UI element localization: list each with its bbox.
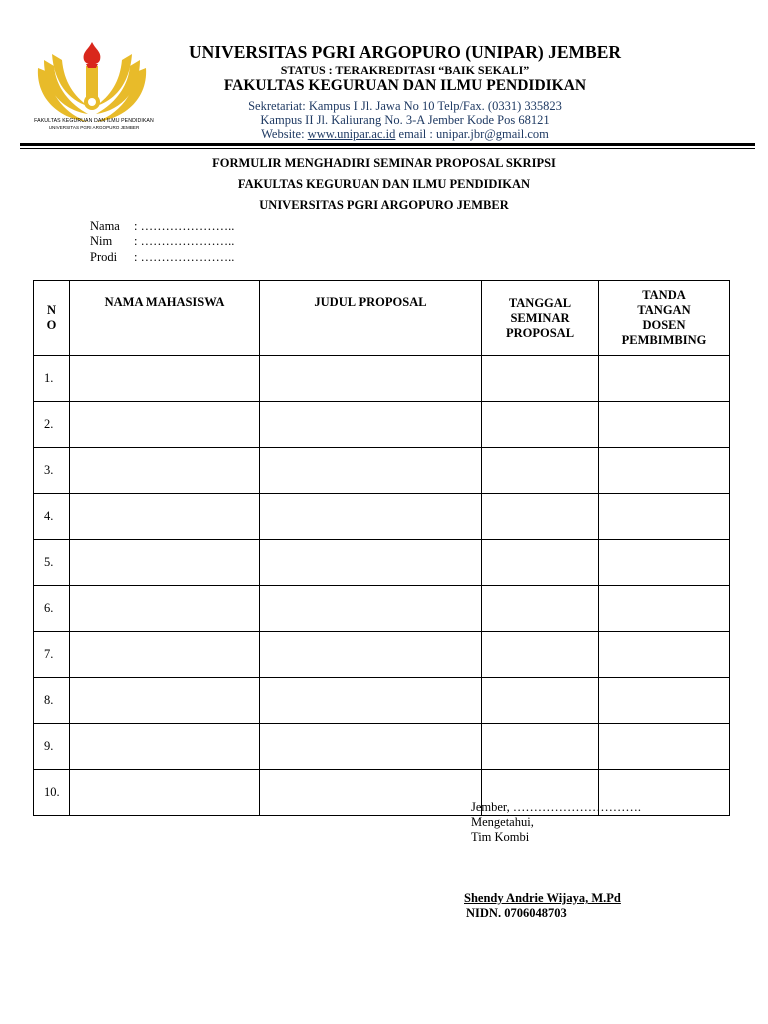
cell-judul[interactable] (260, 448, 482, 494)
header-tanggal (482, 281, 599, 356)
cell-tanggal[interactable] (482, 678, 599, 724)
website-label: Website: (261, 127, 308, 141)
form-title: FORMULIR MENGHADIRI SEMINAR PROPOSAL SKRIPSI (212, 156, 556, 170)
email-text: email : unipar.jbr@gmail.com (395, 127, 549, 141)
row-number: 9. (34, 724, 70, 770)
header-tanggal-line2: SEMINAR (510, 310, 570, 325)
row-number: 4. (34, 494, 70, 540)
field-nim-label: Nim (90, 234, 113, 248)
website-link[interactable]: www.unipar.ac.id (307, 127, 396, 141)
cell-tanggal[interactable] (482, 402, 599, 448)
cell-tanggal[interactable] (482, 632, 599, 678)
signatory-nidn: NIDN. 0706048703 (466, 906, 567, 920)
header-tanggal-line3: PROPOSAL (505, 325, 575, 340)
header-no (34, 281, 70, 356)
row-number: 2. (34, 402, 70, 448)
signatory-name: Shendy Andrie Wijaya, M.Pd (464, 891, 621, 905)
form-subtitle-university: UNIVERSITAS PGRI ARGOPURO JEMBER (259, 198, 509, 212)
cell-ttd[interactable] (599, 632, 730, 678)
cell-judul[interactable] (260, 678, 482, 724)
table-row (34, 678, 730, 724)
cell-nama[interactable] (70, 770, 260, 816)
signature-place-date[interactable]: Jember, …………………………. (471, 800, 641, 814)
cell-ttd[interactable] (599, 448, 730, 494)
row-number: 3. (34, 448, 70, 494)
table-row (34, 632, 730, 678)
field-prodi-label: Prodi (90, 250, 118, 264)
header-judul: JUDUL PROPOSAL (260, 281, 482, 356)
row-number: 5. (34, 540, 70, 586)
attendance-table (33, 280, 730, 816)
field-nama[interactable] (90, 219, 234, 234)
header-ttd-line2: TANGAN (637, 303, 691, 317)
cell-nama[interactable] (70, 724, 260, 770)
table-header-row (34, 281, 730, 356)
table-row (34, 586, 730, 632)
cell-ttd[interactable] (599, 678, 730, 724)
address-line-2: Kampus II Jl. Kaliurang No. 3-A Jember Kode Pos 68121 (260, 113, 550, 127)
table-row (34, 724, 730, 770)
university-name: UNIVERSITAS PGRI ARGOPURO (UNIPAR) JEMBER (188, 42, 621, 62)
row-number: 7. (34, 632, 70, 678)
cell-judul[interactable] (260, 770, 482, 816)
field-nim-value[interactable]: : ………………….. (134, 234, 235, 248)
cell-tanggal[interactable] (482, 448, 599, 494)
logo-caption: FAKULTAS KEGURUAN DAN ILMU PENDIDIKAN (34, 118, 154, 124)
faculty-name: FAKULTAS KEGURUAN DAN ILMU PENDIDIKAN (223, 77, 587, 94)
contact-line (150, 127, 660, 142)
row-number: 8. (34, 678, 70, 724)
signature-known: Mengetahui, (471, 815, 534, 829)
field-nama-value[interactable]: : ………………….. (134, 219, 235, 233)
cell-nama[interactable] (70, 356, 260, 402)
field-nama-label: Nama (90, 219, 120, 233)
cell-nama[interactable] (70, 540, 260, 586)
accreditation-status: STATUS : TERAKREDITASI “BAIK SEKALI” (280, 63, 530, 77)
letterhead-divider-thick (20, 143, 755, 146)
row-number: 6. (34, 586, 70, 632)
cell-nama[interactable] (70, 402, 260, 448)
cell-judul[interactable] (260, 356, 482, 402)
cell-nama[interactable] (70, 448, 260, 494)
cell-tanggal[interactable] (482, 356, 599, 402)
cell-ttd[interactable] (599, 724, 730, 770)
table-row (34, 448, 730, 494)
address-line-1: Sekretariat: Kampus I Jl. Jawa No 10 Telp/Fax. (0331) 335823 (248, 99, 562, 113)
header-ttd-line3: DOSEN (642, 318, 686, 332)
cell-tanggal[interactable] (482, 586, 599, 632)
cell-ttd[interactable] (599, 494, 730, 540)
header-ttd-line4: PEMBIMBING (621, 333, 707, 347)
cell-judul[interactable] (260, 540, 482, 586)
header-nama: NAMA MAHASISWA (70, 281, 260, 356)
header-no-line1: N (46, 303, 57, 317)
cell-tanggal[interactable] (482, 724, 599, 770)
row-number: 10. (34, 770, 70, 816)
header-ttd-line1: TANDA (642, 288, 686, 302)
cell-ttd[interactable] (599, 586, 730, 632)
cell-ttd[interactable] (599, 540, 730, 586)
table-row (34, 494, 730, 540)
cell-judul[interactable] (260, 586, 482, 632)
cell-ttd[interactable] (599, 402, 730, 448)
logo-subcaption: UNIVERSITAS PGRI ARGOPURO JEMBER (48, 125, 140, 130)
cell-judul[interactable] (260, 402, 482, 448)
cell-judul[interactable] (260, 632, 482, 678)
cell-nama[interactable] (70, 494, 260, 540)
field-nim[interactable] (90, 234, 234, 249)
cell-judul[interactable] (260, 724, 482, 770)
table-row (34, 540, 730, 586)
header-no-line2: O (46, 318, 57, 332)
table-row (34, 356, 730, 402)
field-prodi[interactable] (90, 250, 234, 265)
form-subtitle-faculty: FAKULTAS KEGURUAN DAN ILMU PENDIDIKAN (237, 177, 531, 191)
header-ttd (599, 281, 730, 356)
cell-nama[interactable] (70, 632, 260, 678)
signature-team: Tim Kombi (471, 830, 530, 844)
field-prodi-value[interactable]: : ………………….. (134, 250, 235, 264)
cell-ttd[interactable] (599, 356, 730, 402)
table-row (34, 402, 730, 448)
letterhead-divider-thin (20, 148, 755, 149)
cell-tanggal[interactable] (482, 540, 599, 586)
header-tanggal-line1: TANGGAL (508, 295, 572, 310)
cell-nama[interactable] (70, 678, 260, 724)
row-number: 1. (34, 356, 70, 402)
cell-nama[interactable] (70, 586, 260, 632)
cell-judul[interactable] (260, 494, 482, 540)
cell-tanggal[interactable] (482, 494, 599, 540)
